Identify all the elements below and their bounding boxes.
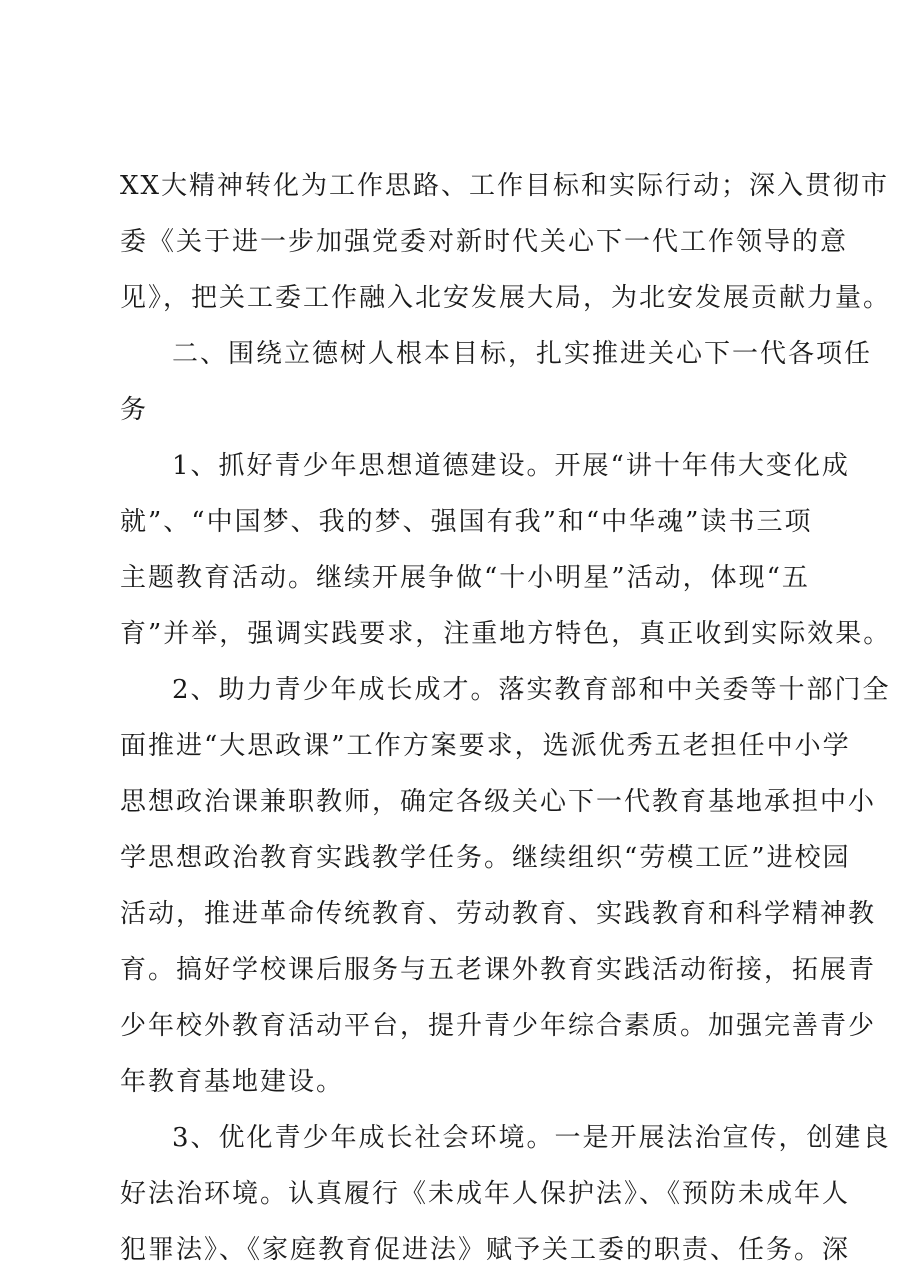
document-page [120, 158, 892, 1278]
text-line: 年教育基地建设。 [120, 1067, 345, 1097]
item-1-paragraph [120, 438, 892, 662]
item-3-paragraph [120, 1110, 891, 1278]
text-line: 学思想政治教育实践教学任务。继续组织“劳模工匠”进校园 [120, 843, 851, 873]
text-line: 主题教育活动。继续开展争做“十小明星”活动，体现“五 [120, 563, 810, 593]
text-line: 委《关于进一步加强党委对新时代关心下一代工作领导的意 [120, 227, 849, 257]
text-line: 面推进“大思政课”工作方案要求，选派优秀五老担任中小学 [120, 731, 851, 761]
text-line: 见》，把关工委工作融入北安发展大局，为北安发展贡献力量。 [120, 283, 892, 313]
text-line: 3、优化青少年成长社会环境。一是开展法治宣传，创建良 [172, 1123, 891, 1153]
text-line: 活动，推进革命传统教育、劳动教育、实践教育和科学精神教 [120, 899, 877, 929]
text-line: 育。搞好学校课后服务与五老课外教育实践活动衔接，拓展青 [120, 955, 877, 985]
text-line: 少年校外教育活动平台，提升青少年综合素质。加强完善青少 [120, 1011, 877, 1041]
text-line: 犯罪法》、《家庭教育促进法》赋予关工委的职责、任务。深 [120, 1235, 851, 1265]
item-2-paragraph [120, 662, 891, 1110]
text-line: 就”、“中国梦、我的梦、强国有我”和“中华魂”读书三项 [120, 507, 813, 537]
heading-line: 二、围绕立德树人根本目标，扎实推进关心下一代各项任 [172, 339, 873, 369]
text-line: 思想政治课兼职教师，确定各级关心下一代教育基地承担中小 [120, 787, 877, 817]
text-line: XX大精神转化为工作思路、工作目标和实际行动；深入贯彻市 [120, 171, 890, 201]
text-line: 1、抓好青少年思想道德建设。开展“讲十年伟大变化成 [172, 451, 850, 481]
text-line: 育”并举，强调实践要求，注重地方特色，真正收到实际效果。 [120, 619, 892, 649]
text-line: 2、助力青少年成长成才。落实教育部和中关委等十部门全 [172, 675, 891, 705]
section-heading-2 [120, 326, 873, 438]
text-line: 好法治环境。认真履行《未成年人保护法》、《预防未成年人 [120, 1179, 851, 1209]
heading-line: 务 [120, 395, 149, 425]
intro-paragraph [120, 158, 892, 326]
